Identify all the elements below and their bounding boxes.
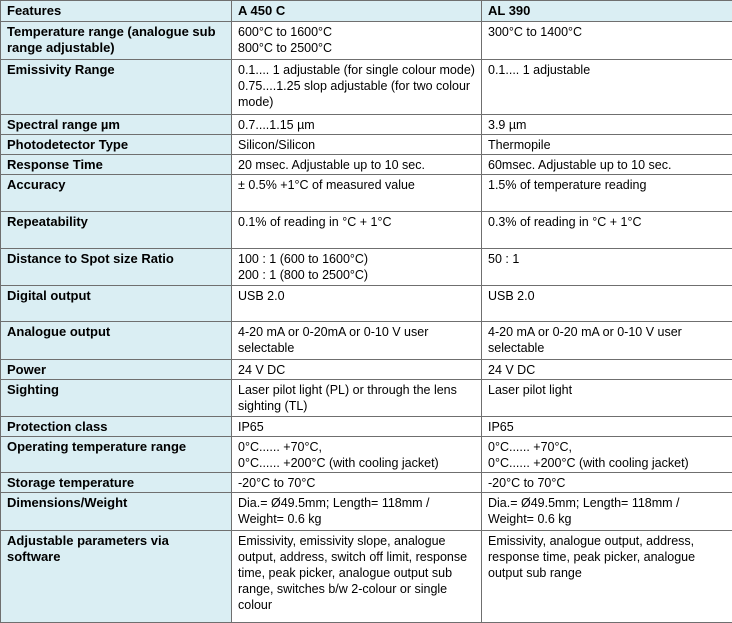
table-row (1, 60, 732, 115)
table-row (1, 417, 732, 437)
al390-cell: 60msec. Adjustable up to 10 sec. (482, 155, 732, 175)
a450c-cell: Silicon/Silicon (232, 135, 482, 155)
a450c-cell: 0.1% of reading in °C + 1°C (232, 211, 482, 248)
feature-cell: Spectral range µm (1, 115, 232, 135)
feature-cell: Photodetector Type (1, 135, 232, 155)
feature-cell: Response Time (1, 155, 232, 175)
al390-cell: 3.9 µm (482, 115, 732, 135)
feature-cell: Accuracy (1, 175, 232, 211)
feature-cell: Temperature range (analogue sub range adjustable) (1, 22, 232, 60)
feature-cell: Analogue output (1, 321, 232, 359)
al390-cell: 4-20 mA or 0-20 mA or 0-10 V user selectable (482, 321, 732, 359)
table-row (1, 321, 732, 359)
table-row (1, 135, 732, 155)
table-row (1, 437, 732, 473)
header-al390: AL 390 (482, 1, 732, 22)
al390-cell: Emissivity, analogue output, address, response time, peak picker, analogue output sub range (482, 530, 732, 622)
a450c-cell: 20 msec. Adjustable up to 10 sec. (232, 155, 482, 175)
a450c-cell: IP65 (232, 417, 482, 437)
a450c-cell: ± 0.5% +1°C of measured value (232, 175, 482, 211)
header-row (1, 1, 732, 22)
table-row (1, 530, 732, 622)
feature-cell: Distance to Spot size Ratio (1, 248, 232, 285)
table-row (1, 380, 732, 417)
al390-cell: IP65 (482, 417, 732, 437)
al390-cell: -20°C to 70°C (482, 473, 732, 493)
al390-cell: Thermopile (482, 135, 732, 155)
table-row (1, 115, 732, 135)
header-features: Features (1, 1, 232, 22)
a450c-cell: 24 V DC (232, 360, 482, 380)
table-row (1, 360, 732, 380)
feature-cell: Digital output (1, 285, 232, 321)
a450c-cell: 4-20 mA or 0-20mA or 0-10 V user selectable (232, 321, 482, 359)
a450c-cell: 0°C...... +70°C, 0°C...... +200°C (with cooling jacket) (232, 437, 482, 473)
feature-cell: Operating temperature range (1, 437, 232, 473)
feature-cell: Storage temperature (1, 473, 232, 493)
header-a450c: A 450 C (232, 1, 482, 22)
al390-cell: Dia.= Ø49.5mm; Length= 118mm / Weight= 0.6 kg (482, 493, 732, 530)
feature-cell: Adjustable parameters via software (1, 530, 232, 622)
table-row (1, 155, 732, 175)
feature-cell: Power (1, 360, 232, 380)
a450c-cell: Dia.= Ø49.5mm; Length= 118mm / Weight= 0.6 kg (232, 493, 482, 530)
table-row (1, 175, 732, 211)
feature-cell: Dimensions/Weight (1, 493, 232, 530)
feature-cell: Repeatability (1, 211, 232, 248)
feature-cell: Sighting (1, 380, 232, 417)
al390-cell: 24 V DC (482, 360, 732, 380)
al390-cell: 1.5% of temperature reading (482, 175, 732, 211)
feature-cell: Emissivity Range (1, 60, 232, 115)
al390-cell: 0°C...... +70°C, 0°C...... +200°C (with cooling jacket) (482, 437, 732, 473)
table-row (1, 285, 732, 321)
a450c-cell: Laser pilot light (PL) or through the lens sighting (TL) (232, 380, 482, 417)
al390-cell: 0.1.... 1 adjustable (482, 60, 732, 115)
al390-cell: Laser pilot light (482, 380, 732, 417)
a450c-cell: 0.1.... 1 adjustable (for single colour mode) 0.75....1.25 slop adjustable (for two colour mode) (232, 60, 482, 115)
al390-cell: 0.3% of reading in °C + 1°C (482, 211, 732, 248)
table-row (1, 493, 732, 530)
a450c-cell: 600°C to 1600°C 800°C to 2500°C (232, 22, 482, 60)
spec-rows (1, 22, 732, 623)
table-row (1, 473, 732, 493)
al390-cell: 300°C to 1400°C (482, 22, 732, 60)
table-row (1, 248, 732, 285)
a450c-cell: Emissivity, emissivity slope, analogue output, address, switch off limit, response time, peak picker, analogue output sub range, switches b/w 2-colour or single colour (232, 530, 482, 622)
a450c-cell: 0.7....1.15 µm (232, 115, 482, 135)
al390-cell: 50 : 1 (482, 248, 732, 285)
a450c-cell: USB 2.0 (232, 285, 482, 321)
table-row (1, 22, 732, 60)
al390-cell: USB 2.0 (482, 285, 732, 321)
feature-cell: Protection class (1, 417, 232, 437)
table-row (1, 211, 732, 248)
a450c-cell: 100 : 1 (600 to 1600°C) 200 : 1 (800 to 2500°C) (232, 248, 482, 285)
a450c-cell: -20°C to 70°C (232, 473, 482, 493)
